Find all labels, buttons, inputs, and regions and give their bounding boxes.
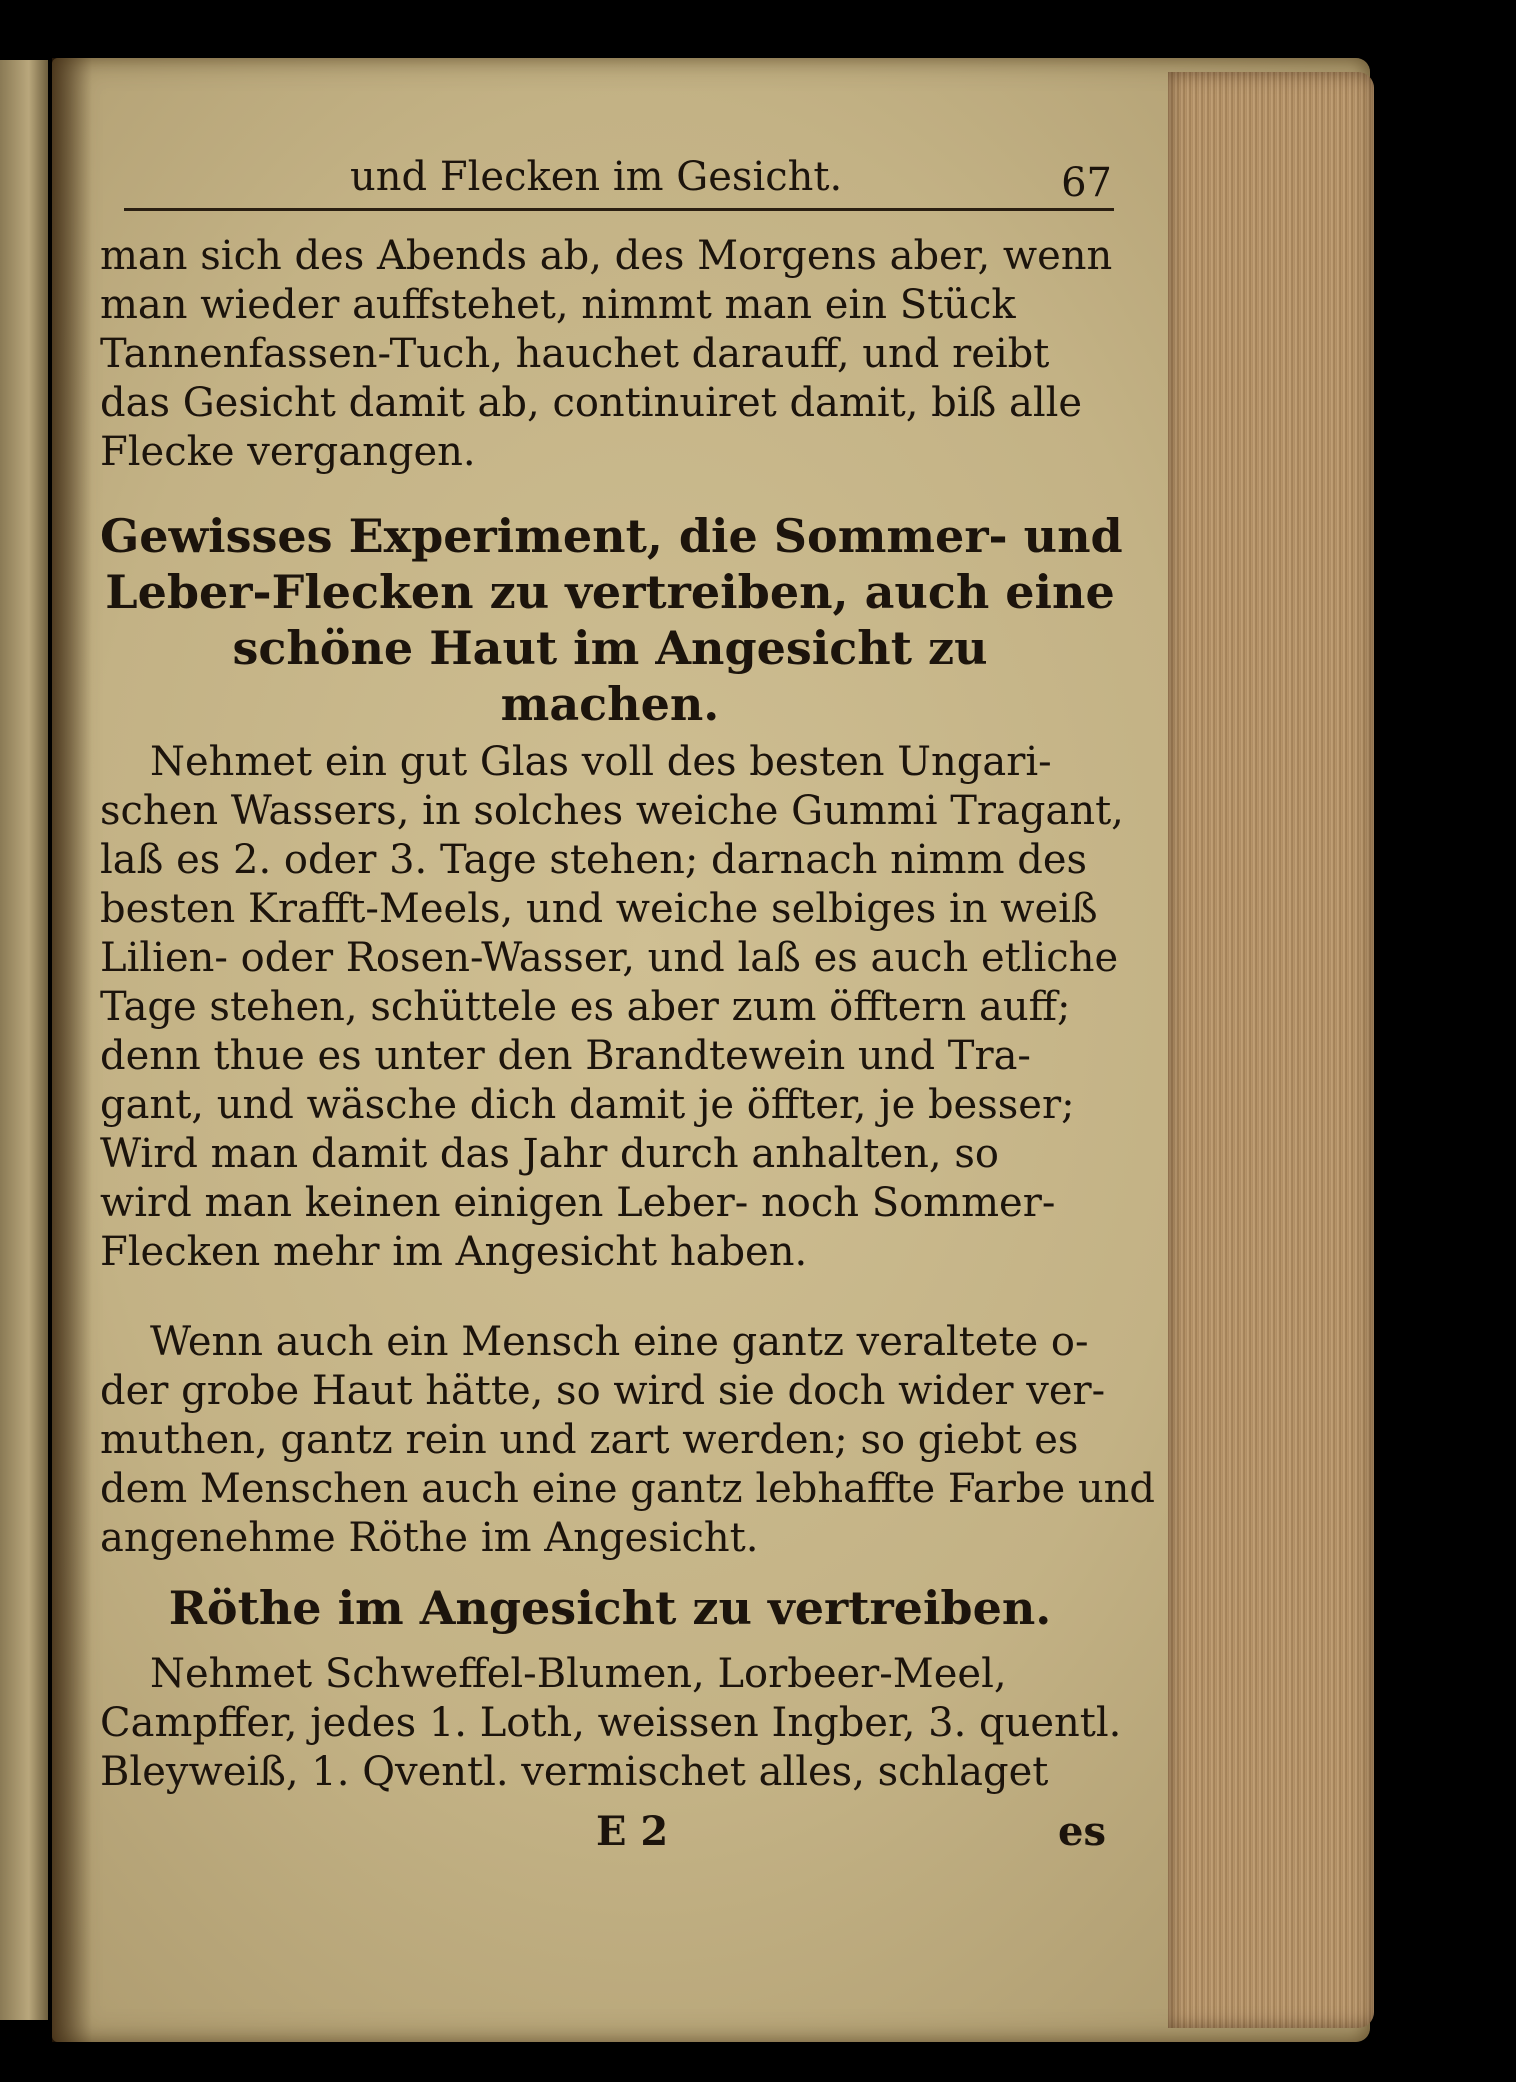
running-head [100,150,1120,210]
heading-line: Röthe im Angesicht zu vertreiben. [168,1581,1052,1635]
spine-shadow [52,58,92,2042]
text-line: besten Krafft-Meels, und weiche selbiges in weiß [100,886,1098,932]
text-line: Wird man damit das Jahr durch anhalten, so [100,1131,999,1177]
text-line: denn thue es unter den Brandtewein und Tra- [100,1033,1031,1079]
text-line: der grobe Haut hätte, so wird sie doch wider ver- [100,1368,1106,1414]
page-number: 67 [1061,160,1112,206]
text-line: Lilien- oder Rosen-Wasser, und laß es auch etliche [100,935,1119,981]
text-line: angenehme Röthe im Angesicht. [100,1515,759,1561]
paragraph-recipe [100,738,1124,1277]
text-line: Bleyweiß, 1. Qventl. vermischet alles, schlaget [100,1749,1049,1795]
text-line: Nehmet ein gut Glas voll des besten Ungari- [150,739,1052,785]
running-head-title: und Flecken im Gesicht. [350,154,843,200]
heading-line: Gewisses Experiment, die Sommer- und [100,509,1123,563]
page-stack-edge [1168,72,1374,2028]
text-line: Tage stehen, schüttele es aber zum öfftern auff; [100,984,1071,1030]
facing-page-edge [0,60,48,2020]
text-line: laß es 2. oder 3. Tage stehen; darnach nimm des [100,837,1088,883]
signature-mark: E 2 [596,1808,669,1855]
text-line: man wieder auffstehet, nimmt man ein Stück [100,282,1016,328]
section-heading-redness [100,1580,1120,1636]
text-line: Wenn auch ein Mensch eine gantz veraltete o- [150,1319,1089,1365]
text-line: das Gesicht damit ab, continuiret damit, biß alle [100,380,1083,426]
text-line: Flecke vergangen. [100,429,476,475]
paragraph-continuation [100,232,1120,477]
text-line: Nehmet Schweffel-Blumen, Lorbeer-Meel, [150,1651,1007,1697]
section-heading-experiment [100,508,1123,732]
text-line: Tannenfassen-Tuch, hauchet darauff, und reibt [100,331,1050,377]
text-line: gant, und wäsche dich damit je öffter, je besser; [100,1082,1075,1128]
text-line: man sich des Abends ab, des Morgens aber, wenn [100,233,1113,279]
text-line: dem Menschen auch eine gantz lebhaffte Farbe und [100,1466,1156,1512]
heading-line: schöne Haut im Angesicht zu [232,621,988,675]
paragraph-effect [100,1318,1156,1563]
text-line: wird man keinen einigen Leber- noch Sommer- [100,1180,1056,1226]
head-rule [124,208,1114,211]
text-line: Campffer, jedes 1. Loth, weissen Ingber, 3. quentl. [100,1700,1122,1746]
page-footer [100,1808,1120,1858]
text-line: muthen, gantz rein und zart werden; so giebt es [100,1417,1079,1463]
heading-line: Leber-Flecken zu vertreiben, auch eine [105,565,1115,619]
paragraph-remedy [100,1650,1120,1797]
text-line: Flecken mehr im Angesicht haben. [100,1229,808,1275]
heading-line: machen. [500,677,720,731]
catchword: es [1058,1808,1106,1855]
text-line: schen Wassers, in solches weiche Gummi Tragant, [100,788,1124,834]
